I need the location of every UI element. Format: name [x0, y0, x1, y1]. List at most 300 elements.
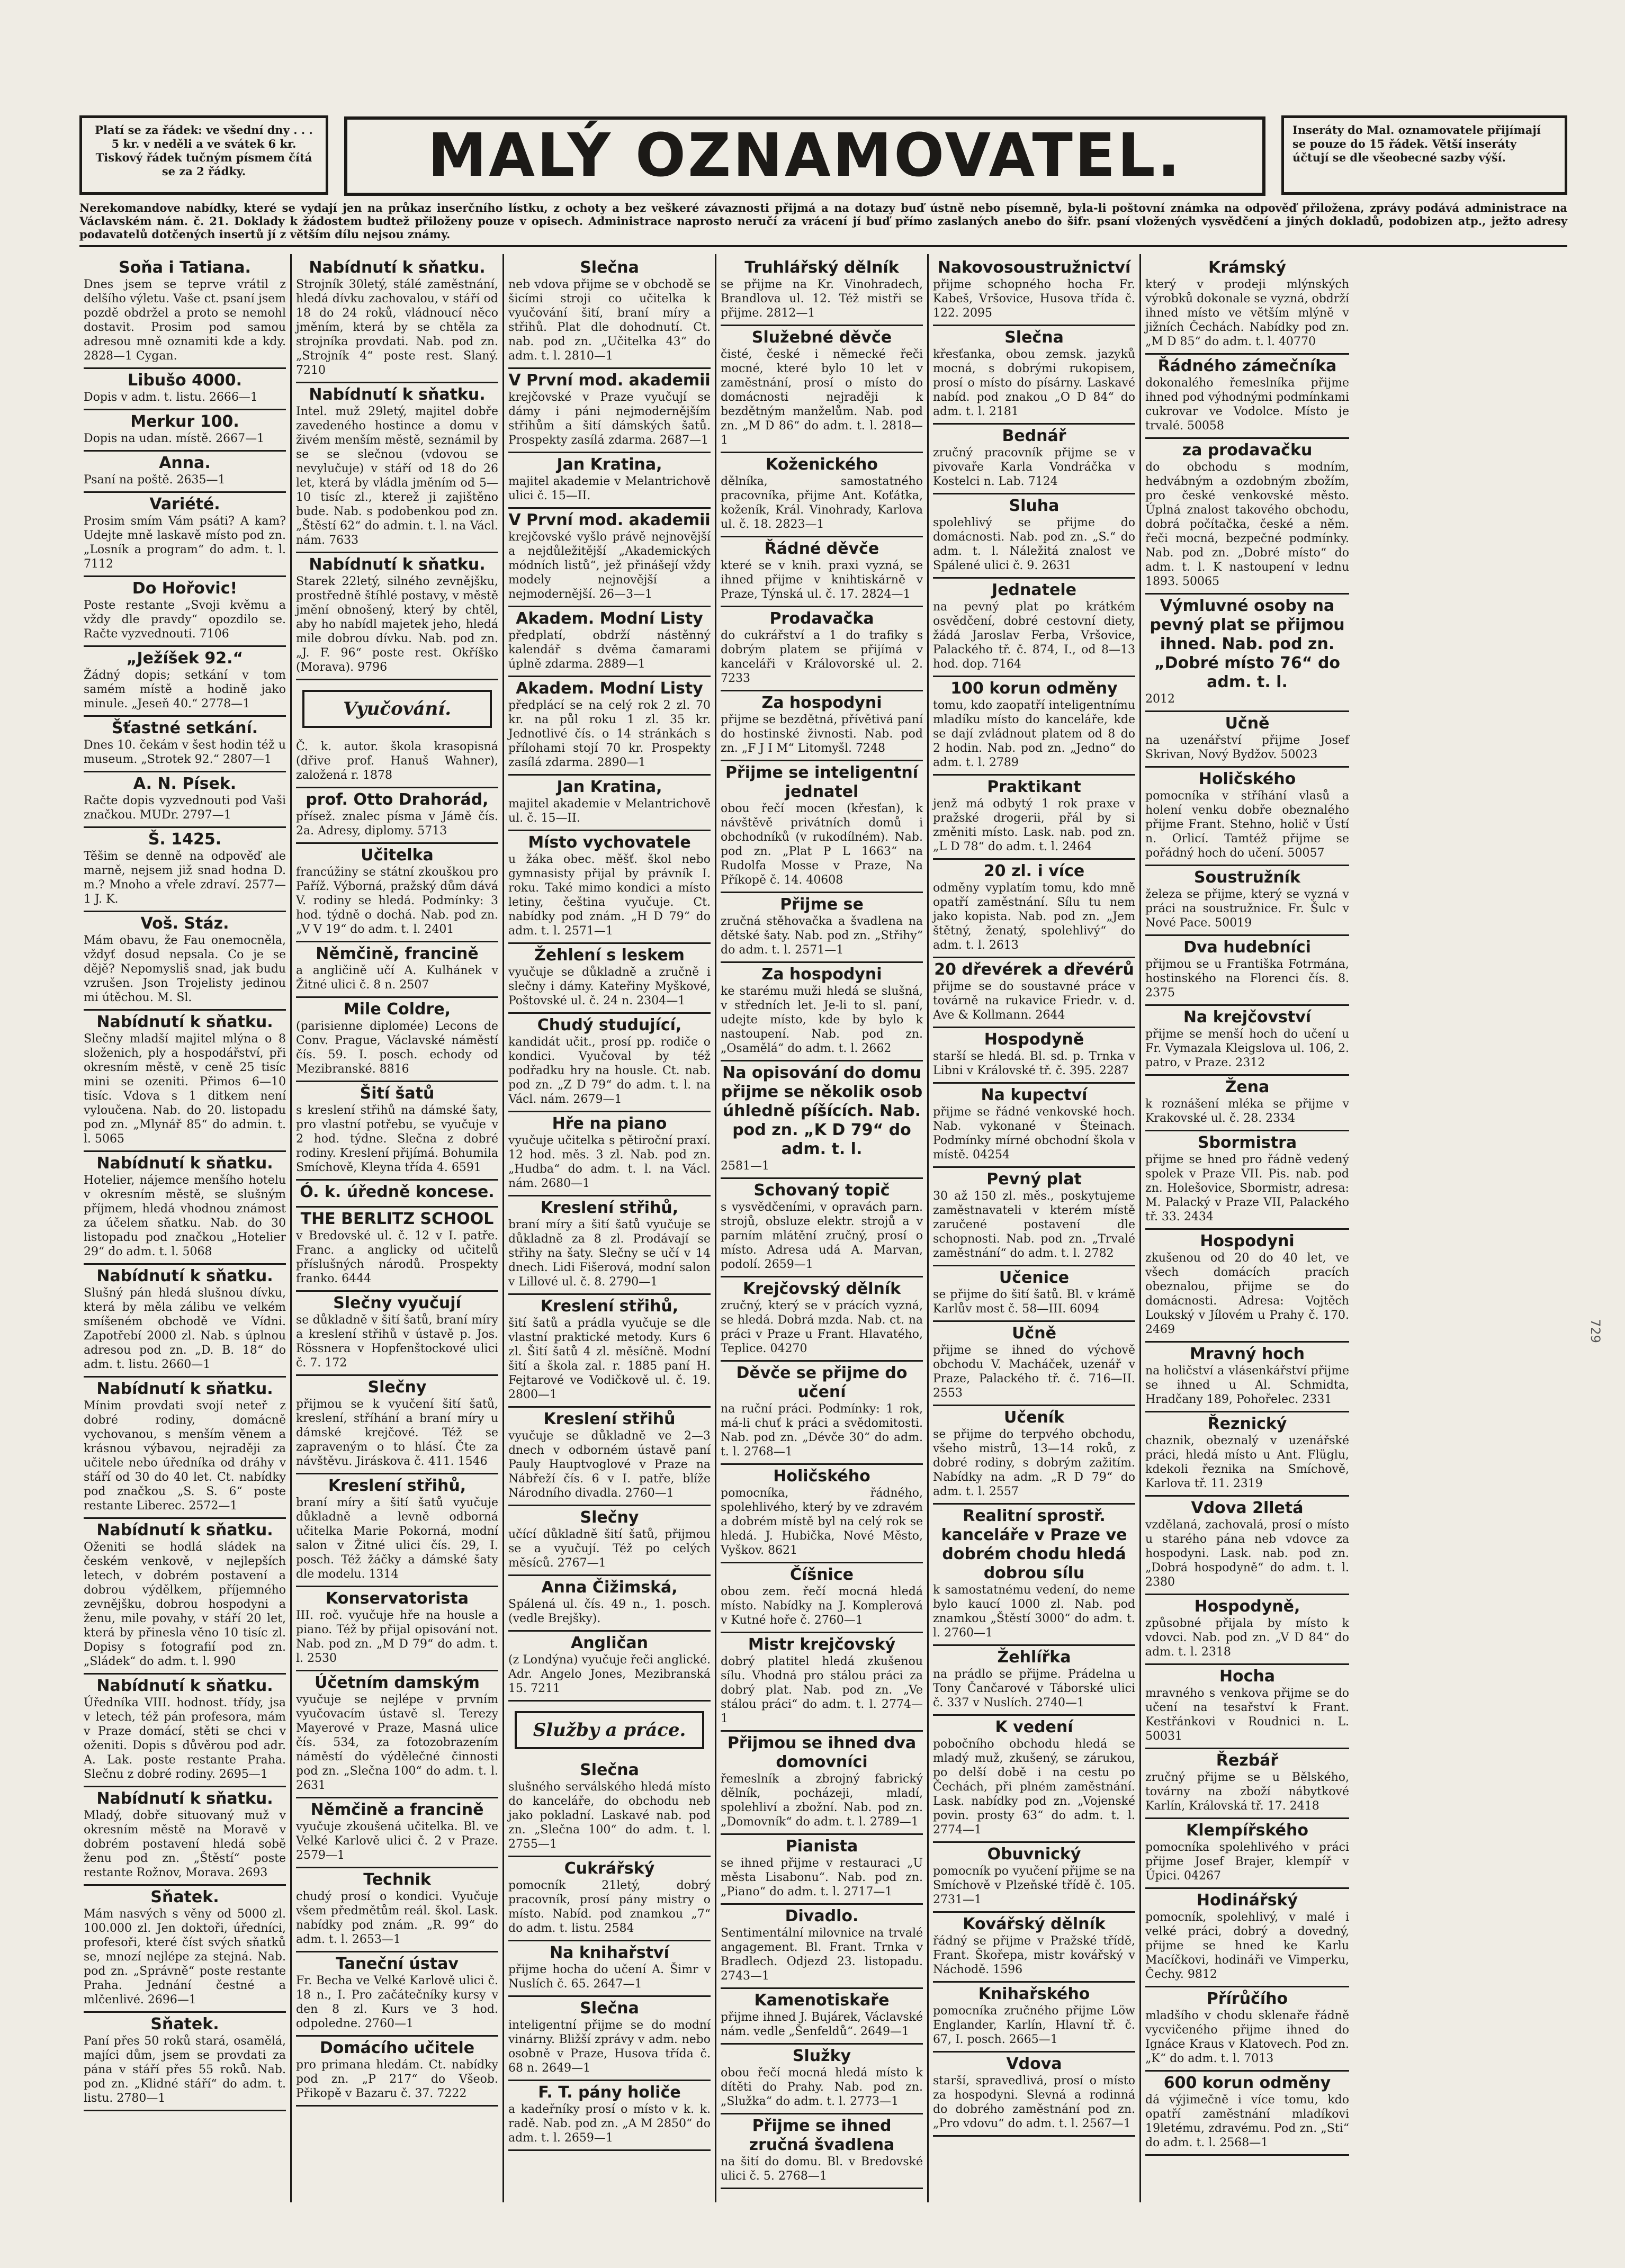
ad-heading: Akadem. Modní Listy [516, 679, 703, 698]
ad-heading: Nabídnutí k sňatku. [96, 1267, 273, 1285]
classified-ad [508, 776, 711, 831]
classified-ad [721, 453, 923, 537]
ad-heading: Realitní sprostř. kanceláře v Praze ve dobrém chodu hledá dobrou sílu [941, 1507, 1127, 1582]
ad-body: Poste restante „Svoji kvěmu a vždy dle pravdy“ opozdilo se. Račte vyzvednouti. 7106 [84, 599, 286, 641]
classified-ad [933, 1913, 1135, 1983]
ad-heading: Vdova [1006, 2055, 1062, 2073]
classified-ad [84, 912, 286, 1011]
ad-heading: Klempířského [1186, 1821, 1308, 1840]
classified-ad [508, 1408, 711, 1506]
column-5 [929, 254, 1141, 2202]
ad-heading: Děvče se přijme do učení [736, 1364, 908, 1401]
ad-heading: Nabídnutí k sňatku. [96, 1677, 273, 1695]
ad-body: zkušenou od 20 do 40 let, ve všech domácích pracích obeznalou, přijme se do domácnosti. Adresa: Vojtěch Loukský v Jílovém u Prahy č. 170. 2469 [1145, 1252, 1349, 1336]
ad-heading: Kreslení střihů, [540, 1297, 679, 1316]
classified-ad [721, 1362, 923, 1465]
ad-heading: Technik [363, 1870, 431, 1889]
classified-ad [933, 2053, 1135, 2137]
ad-heading: Krámský [1208, 258, 1286, 277]
classified-ad [508, 1295, 711, 1408]
ad-heading: Nabídnutí k sňatku. [96, 1154, 273, 1173]
classified-ad [508, 607, 711, 677]
ad-heading: THE BERLITZ SCHOOL [300, 1210, 494, 1228]
ad-body: zručný přijme se u Bělského, továrny na zboží nábytkové Karlín, Královská tř. 17. 2418 [1145, 1771, 1349, 1813]
ad-body: majitel akademie v Melantrichově ul. č. 15—II. [508, 797, 711, 825]
ad-heading: Slečna [1004, 328, 1064, 347]
classified-ad [933, 425, 1135, 494]
ad-heading: 20 zl. i více [983, 862, 1085, 880]
ad-heading: Slečna [580, 1761, 639, 1779]
ad-body: kandidát učit., prosí pp. rodiče o kondici. Vyučoval by též podřadku hry na housle. Ct. nab. pod zn. „Z D 79“ do adm. t. l. na Václ. nám. 2679—1 [508, 1036, 711, 1106]
ad-body: (parisienne diplomée) Lecons de Conv. Prague, Václavské náměstí čís. 59. I. posch. echody od Mezibranské. 8816 [296, 1020, 498, 1076]
ad-body: Slušný pán hledá slušnou dívku, která by měla zálibu ve velkém smíšeném obchodě ve Vídni. Zapotřebí 2000 zl. Nab. s úplnou adresou pod zn. „D. B. 18“ do adm. t. listu. 2660—1 [84, 1286, 286, 1371]
classified-ad [1145, 1006, 1349, 1076]
classified-ad [508, 2081, 711, 2151]
ad-body: křesťanka, obou zemsk. jazyků mocná, s dobrými rukopisem, prosí o místo do písárny. Laskavé nabíd. pod znakou „O D 84“ do adm. t. l. 2181 [933, 348, 1135, 418]
classified-ad [933, 256, 1135, 326]
ad-body: předplácí se na celý rok 2 zl. 70 kr. na půl roku 1 zl. 35 kr. Jednotlivé čís. o 14 stránkách s přílohami stojí 70 kr. Prospekty zasílá zdarma. 2890—1 [508, 699, 711, 769]
insertion-rules-box: Inseráty do Mal. oznamovatele přijímají se pouze do 15 řádek. Větší inseráty účtují se dle všeobecné sazby výší. [1281, 115, 1567, 195]
ad-body: Dnes jsem se teprve vrátil z delšího výletu. Vaše ct. psaní jsem pozdě obdržel a proto se nemohl dostavit. Prosim pod samou adresou mně oznamiti kde a kdy. 2828—1 Cygan. [84, 278, 286, 363]
ad-heading: „Ježíšek 92.“ [126, 649, 244, 668]
classified-columns [79, 254, 1567, 2202]
ad-body: zručný pracovník přijme se v pivovaře Karla Vondráčka v Kostelci n. Lab. 7124 [933, 446, 1135, 488]
ad-heading: Pianista [785, 1837, 858, 1856]
ad-body: učící důkladně šití šatů, přijmou se a vyučují. Též po celých měsíců. 2767—1 [508, 1528, 711, 1570]
ad-heading: Soustružník [1194, 868, 1300, 887]
classified-ad [84, 1519, 286, 1675]
ad-body: se přijme do šití šatů. Bl. v krámě Karlův most č. 58—III. 6094 [933, 1288, 1135, 1316]
classified-ad [508, 1759, 711, 1857]
classified-ad [1145, 1230, 1349, 1343]
classified-ad [296, 553, 498, 680]
ad-heading: Praktikant [987, 778, 1081, 796]
ad-heading: Slečna [580, 258, 639, 277]
ad-body: u žáka obec. měšť. škol nebo gymnasisty přijal by právník I. roku. Také mimo kondici a místo letiny, čeština vyučuje. Ct. nabídky pod znám. „H D 79“ do adm. t. l. 2571—1 [508, 853, 711, 938]
ad-heading: Řeznický [1207, 1415, 1287, 1433]
classified-ad [508, 1576, 711, 1632]
classified-ad [84, 717, 286, 772]
ad-body: předplatí, obdrží nástěnný kalendář s dvěma čamarami úplně zdarma. 2889—1 [508, 629, 711, 671]
ad-heading: Anna. [159, 454, 211, 472]
ad-body: braní míry a šití šatů vyučuje důkladně a levně odborná učitelka Marie Pokorná, modní salon v Žitné ulici čís. 29, I. posch. Též žáčky a dámské šaty dle modelu. 1314 [296, 1496, 498, 1581]
classified-ad [721, 537, 923, 607]
ad-body: dobrý platitel hledá zkušenou sílu. Vhodná pro stálou práci za dobrý plat. Nab. pod zn. „Ve stálou práci“ do adm. t. l. 2774—1 [721, 1655, 923, 1725]
classified-ad [1145, 1889, 1349, 1987]
ad-heading: Kreslení střihů, [328, 1477, 466, 1495]
ad-heading: Nabídnutí k sňatku. [96, 1789, 273, 1808]
classified-ad [508, 453, 711, 509]
classified-ad [296, 1798, 498, 1868]
ad-body: krejčovské vyšlo právě nejnovější a nejdůležitější „Akademických módních listů“, jež přinášejí vždy modely nejnovější a nejmodernější. 26—3—1 [508, 530, 711, 601]
ad-body: a kadeřníky prosí o místo v k. k. radě. Nab. pod zn. „A M 2850“ do adm. t. l. 2659—1 [508, 2103, 711, 2145]
ad-body: ke starému muži hledá se slušná, v středních let. Je-li to sl. paní, udejte místo, kde by bylo k nastoupení. Nab. pod zn. „Osamělá“ do adm. t. l. 2662 [721, 985, 923, 1055]
ad-body: vyučuje zkoušená učitelka. Bl. ve Velké Karlově ulici č. 2 v Praze. 2579—1 [296, 1820, 498, 1862]
ad-body: neb vdova přijme se v obchodě se šicími stroji co učitelka k vyučování šití, braní míry a střihů. Plat dle dohodnutí. Ct. nab. pod zn. „Učitelka 43“ do adm. t. l. 2810—1 [508, 278, 711, 363]
classified-ad [721, 1835, 923, 1905]
ad-heading: Sňatek. [150, 2015, 219, 2033]
ad-heading: Š. 1425. [148, 830, 222, 849]
ad-heading: Žena [1225, 1078, 1270, 1096]
ad-body: Č. k. autor. škola krasopisná (dřive prof. Hanuš Wahner), založená r. 1878 [296, 740, 498, 782]
classified-ad [1145, 595, 1349, 712]
classified-ad [1145, 1412, 1349, 1497]
column-4 [716, 254, 929, 2202]
ad-body: řemeslník a zbrojný fabrický dělník, pocházeji, mladí, spolehliví a zbožní. Nab. pod zn. „Domovník“ do adm. t. l. 2789—1 [721, 1772, 923, 1829]
ad-heading: 600 korun odměny [1163, 2074, 1331, 2092]
ad-heading: Sluha [1009, 497, 1060, 515]
ad-body: dělníka, samostatného pracovníka, přijme Ant. Koťátka, koženík, Král. Vinohrady, Karlova ul. č. 18. 2823—1 [721, 475, 923, 531]
ad-heading: Na knihařství [550, 1943, 669, 1962]
classified-ad [721, 963, 923, 1061]
ad-heading: Číšnice [790, 1565, 854, 1584]
ad-body: přijme se bezdětná, přívětivá paní do hostinské živnosti. Nab. pod zn. „F J I M“ Litomyšl. 7248 [721, 713, 923, 755]
ad-body: pomocník po vyučení přijme se na Smíchově v Plzeňské třídě č. 105. 2731—1 [933, 1865, 1135, 1906]
ad-heading: Hodinářský [1196, 1891, 1298, 1910]
classified-ad [508, 509, 711, 607]
classified-ad [1145, 1343, 1349, 1412]
classified-ad [508, 1857, 711, 1941]
classified-ad [508, 1506, 711, 1576]
ad-heading: Místo vychovatele [528, 833, 691, 852]
ad-heading: Vdova 2lletá [1191, 1499, 1304, 1517]
ad-heading: Nabídnutí k sňatku. [309, 555, 486, 574]
ad-body: přijmou se u Františka Fotrmána, hostinského na Florenci čís. 8. 2375 [1145, 958, 1349, 1000]
ad-heading: Mile Coldre, [343, 1000, 451, 1019]
ad-body: způsobné přijala by místo k vdovci. Nab. pod zn. „V D 84“ do adm. t. l. 2318 [1145, 1617, 1349, 1659]
ad-heading: Cukrářský [564, 1859, 655, 1878]
ad-heading: Učně [1225, 714, 1270, 733]
classified-ad [933, 1646, 1135, 1716]
classified-ad [1145, 936, 1349, 1006]
ad-heading: Učeník [1003, 1408, 1065, 1427]
classified-ad [721, 893, 923, 963]
classified-ad [84, 256, 286, 369]
classified-ad [84, 1152, 286, 1265]
classified-ad [84, 647, 286, 717]
masthead [79, 111, 1567, 196]
ad-heading: Chudý studující, [537, 1016, 682, 1034]
classified-ad [721, 256, 923, 326]
page-title: MALÝ OZNAMOVATEL. [344, 116, 1265, 196]
ad-heading: Jan Kratina, [556, 778, 662, 796]
classified-ad [721, 691, 923, 761]
ad-body: s kreslení střihů na dámské šaty, pro vlastní potřebu, se vyučuje v 2 hod. týdne. Slečna z dobré rodiny. Kreslení přijímá. Bohumila Smíchově, Kleyna třída 4. 6591 [296, 1104, 498, 1174]
classified-ad [721, 1465, 923, 1563]
ad-body: železa se přijme, který se vyzná v práci na soustružnice. Fr. Šulc v Nové Pace. 50019 [1145, 888, 1349, 930]
ad-body: Úředníka VIII. hodnost. třídy, jsa v letech, též pán profesora, mám v Praze domácí, stěti se chci v oženiti. Dopis s důvěrou pod adr. A. Lak. poste restante Praha. Slečnu z dobré rodiny. 2695—1 [84, 1696, 286, 1781]
ad-heading: Holičského [773, 1467, 870, 1486]
ad-body: Spálená ul. čís. 49 n., 1. posch. (vedle Brejšky). [508, 1598, 711, 1625]
classified-ad [1145, 866, 1349, 936]
classified-ad [296, 1868, 498, 1952]
ad-body: Sentimentální milovnice na trvalé angagement. Bl. Frant. Trnka v Bradlech. Odjezd 23. listopadu. 2743—1 [721, 1927, 923, 1983]
classified-ad [296, 1208, 498, 1292]
ad-body: francúžiny se státní zkouškou pro Paříž. Výborná, pražský dům dává V. rodiny se hledá. Podmínky: 3 hod. týdně o dochá. Nab. pod zn. „V V 19“ do adm. t. l. 2401 [296, 866, 498, 936]
classified-ad [296, 844, 498, 942]
classified-ad [933, 1716, 1135, 1843]
ad-body: pro primana hledám. Ct. nabídky pod zn. „P 217“ do Všeob. Přikopě v Bazaru č. 37. 7222 [296, 2058, 498, 2100]
classified-ad [1145, 439, 1349, 595]
ad-body: inteligentní přijme se do modní vinárny. Bližší zprávy v adm. nebo osobně v Praze, Husova třída č. 68 n. 2649—1 [508, 2019, 711, 2075]
classified-ad [296, 1671, 498, 1798]
classified-ad [1145, 1819, 1349, 1889]
ad-body: vyučuje se důkladně ve 2—3 dnech v odborném ústavě paní Pauly Hauptvoglové v Praze na Nábřeží čís. 6 v I. patře, blíže Národního divadla. 2760—1 [508, 1429, 711, 1500]
ad-heading: Slečna [580, 1999, 639, 2018]
ad-heading: V První mod. akademii [508, 511, 711, 529]
ad-body: mladšího v chodu sklenaře řádně vycvičeného přijme ihned do Ignáce Kraus v Klatovech. Pod zn. „K“ do adm. t. l. 7013 [1145, 2009, 1349, 2065]
ad-body: jenž má odbytý 1 rok praxe v pražské drogerii, přál by si změniti místo. Lask. nab. pod zn. „L D 78“ do adm. t. l. 2464 [933, 797, 1135, 853]
classified-ad [84, 452, 286, 493]
ad-body: pomocník, spolehlivý, v malé i velké práci, dobrý a dovedný, přijme se hned ke Karlu Macíčkovi, hodináři ve Vimperku, Čechy. 9812 [1145, 1911, 1349, 1981]
classified-ad [721, 1633, 923, 1732]
ad-heading: Nabídnutí k sňatku. [96, 1521, 273, 1540]
classified-ad [1145, 355, 1349, 439]
classified-ad [1145, 1987, 1349, 2072]
ad-heading: Přijmou se ihned dva domovníci [727, 1734, 917, 1771]
classified-ad [933, 579, 1135, 677]
ad-heading: Žehlení s leskem [534, 946, 685, 965]
ad-body: čisté, české i německé řeči mocné, které bylo 10 let v zaměstnání, prosí o místo do domácnosti nejraději k bezdětným manželům. Nab. pod zn. „M D 86“ do adm. t. l. 2818—1 [721, 348, 923, 447]
administration-notice: Nerekomandove nabídky, které se vydají jen na průkaz inserčního lístku, z ochoty a bez veškeré závaznosti přijmá a na dotazy buď ústně nebo písemně, byla-li poštovní známka na odpověď přiložena, zprávy podává administrace na Václavském nám. č. 21. Doklady k žádostem budtež přiloženy pouze v opisech. Administrace naprosto neručí za vrácení jí buď přímo zaslaných anebo do šifr. psaní vložených vysvědčení a jiných dokladů, podobizen atp., ježto adresy podavatelů dotčených insertů jí z větším dílu nejsou známy. [79, 201, 1567, 247]
ad-heading: K vedení [995, 1718, 1073, 1736]
classified-ad [933, 1843, 1135, 1913]
ad-body: 2012 [1145, 692, 1175, 706]
classified-ad [933, 1983, 1135, 2053]
ad-body: obou řečí mocen (křesťan), k návštěvě privátních domů i obchodníků (v rukodílném). Nab. pod zn. „Plat P L 1663“ na Rudolfa Mosse v Praze, Na Příkopě č. 14. 40608 [721, 802, 923, 887]
classified-ad [296, 942, 498, 998]
ad-body: který v prodeji mlýnských výrobků dokonale se vyzná, obdrží ihned místo ve větším mlýně v jižních Čechách. Nabídky pod zn. „M D 85“ do adm. t. l. 40770 [1145, 278, 1350, 348]
ad-heading: Akadem. Modní Listy [516, 609, 703, 628]
section-heading: Služby a práce. [515, 1711, 704, 1749]
ad-heading: Šití šatů [360, 1084, 435, 1103]
ad-body: se přijme na Kr. Vinohradech, Brandlova ul. 12. Též mistři se přijme. 2812—1 [721, 278, 923, 320]
column-6 [1141, 254, 1353, 2202]
ad-body: přijme hocha do učení A. Šimr v Nuslích č. 65. 2647—1 [508, 1963, 711, 1991]
ad-heading: Dva hudebníci [1183, 938, 1311, 957]
classified-ad [296, 1952, 498, 2037]
ad-heading: Hospodyni [1200, 1232, 1295, 1250]
ad-heading: Variété. [149, 495, 220, 514]
classified-ad [933, 1168, 1135, 1266]
classified-ad [721, 761, 923, 893]
ad-body: řádný se přijme v Pražské třídě, Frant. Škořepa, mistr kovářský v Náchodě. 1596 [933, 1934, 1135, 1976]
classified-ad [933, 494, 1135, 579]
ad-body: které se v knih. praxi vyzná, se ihned přijme v knihtiskárně v Praze, Týnská ul. č. 17. 2824—1 [721, 559, 923, 601]
classified-ad [721, 1732, 923, 1835]
ad-body: Mám nasvých s věny od 5000 zl. 100.000 zl. Jen doktoři, úředníci, profesoři, které číst svých sňatků se, mnozí nejlépe za stejná. Nab. pod zn. „Správně“ poste restante Praha. Jednání čestné a mlčenlivé. 2696—1 [84, 1907, 286, 2006]
ad-body: Dopis v adm. t. listu. 2666—1 [84, 391, 258, 404]
ad-heading: Nabídnutí k sňatku. [309, 258, 486, 277]
classified-ad [1145, 1665, 1349, 1749]
ad-heading: Konservatorista [326, 1589, 469, 1608]
ad-heading: Mistr krejčovský [748, 1635, 896, 1654]
ad-body: přijme se ihned do výchově obchodu V. Macháček, uzenář v Praze, Palackého tř. č. 716—II. 2553 [933, 1344, 1135, 1400]
ad-body: slušného serválského hledá místo do kanceláře, do obchodu neb jako pokladní. Laskavé nab. pod zn. „Slečna 100“ do adm. t. l. 2755—1 [508, 1780, 711, 1851]
ad-heading: Koženického [765, 455, 878, 474]
classified-ad [84, 1886, 286, 2013]
ad-body: Paní přes 50 roků stará, osamělá, majíci dům, jsem se provdati za pána v stáří přes 55 roků. Nab. pod zn. „Klidné stáří“ do adm. t. listu. 2780—1 [84, 2035, 286, 2105]
ad-heading: Němčině, francině [316, 944, 479, 963]
ad-body: chudý prosí o kondici. Vyučuje všem předmětům reál. škol. Lask. nabídky pod znám. „R. 99“ do adm. t. l. 2653—1 [296, 1890, 498, 1946]
ad-body: Prosim smím Vám psáti? A kam? Udejte mně laskavě místo pod zn. „Losník a program“ do adm. t. l. 7112 [84, 515, 286, 571]
classified-ad [721, 2045, 923, 2114]
ad-heading: Hocha [1219, 1667, 1276, 1686]
classified-ad [721, 326, 923, 453]
classified-ad [721, 1179, 923, 1277]
classified-ad [933, 326, 1135, 425]
classified-ad [933, 677, 1135, 776]
ad-heading: Divadlo. [785, 1907, 859, 1925]
ad-body: do cukrářství a 1 do trafiky s dobrým platem se přijímá v kanceláři v Královorské ul. 2. 7233 [721, 629, 923, 685]
ad-heading: Přijme se inteligentní jednatel [725, 763, 919, 801]
ad-body: na šití do domu. Bl. v Bredovské ulici č. 5. 2768—1 [721, 2155, 923, 2183]
classified-ad [721, 1061, 923, 1179]
classified-ad [84, 1787, 286, 1886]
classified-ad [84, 772, 286, 828]
classified-ad [933, 958, 1135, 1028]
ad-heading: Učitelka [361, 846, 434, 865]
ad-body: dá výjimečně i více tomu, kdo opatří zaměstnání mladíkovi 19letému, zdravému. Pod zn. „Sti“ do adm. t. l. 2568—1 [1145, 2093, 1349, 2149]
ad-body: vyučuje se nejlépe v prvním vyučovacím ústavě sl. Terezy Mayerové v Praze, Masná ulice čís. 534, za fotozobrazením náměstí do výdělečné činnosti pod zn. „Slečna 100“ do adm. t. l. 2631 [296, 1693, 498, 1792]
ad-body: Psaní na poště. 2635—1 [84, 473, 226, 487]
ad-body: s vysvědčeními, v opravách parn. strojů, obsluze elektr. strojů a v parním mlátění zručný, prosí o místo. Adresa udá A. Marvan, podolí. 2659—1 [721, 1201, 923, 1271]
ad-body: krejčovské v Praze vyučují se dámy i páni nejmodernějším střihům a šití dámských šatů. Prospekty zasílá zdarma. 2687—1 [508, 391, 711, 447]
ad-body: pomocníka, řádného, spolehlivého, který by ve zdravém a dobrém místě byl na celý rok se hledá. J. Hubička, Nové Město, Vyškov. 8621 [721, 1487, 923, 1557]
ad-heading: Prodavačka [769, 609, 874, 628]
ad-body: pomocníka zručného přijme Löw Englander, Karlín, Hlavní tř. č. 67, I. posch. 2665—1 [933, 2004, 1135, 2046]
ad-body: na ruční práci. Podmínky: 1 rok, má-li chuť k práci a svědomitosti. Nab. pod zn. „Dévče 30“ do adm. t. l. 2768—1 [721, 1402, 923, 1459]
ad-body: pomocníka spolehlivého v práci přijme Josef Brajer, klempíř v Úpici. 04267 [1145, 1841, 1349, 1883]
ad-body: přísež. znalec písma v Jámě čís. 2a. Adresy, diplomy. 5713 [296, 810, 498, 838]
classified-ad [296, 1587, 498, 1671]
ad-heading: Účetním damským [315, 1673, 480, 1692]
newspaper-page [79, 111, 1567, 2208]
ad-heading: Anna Čižimská, [541, 1578, 678, 1597]
ad-heading: Nabídnutí k sňatku. [96, 1013, 273, 1031]
ad-body: Mám obavu, že Fau onemocněla, vždyť dosud nepsala. Co je se dějě? Nepomysliš snad, jak budu vzrušen. Json Trojelisty jedinou mi útěchou. M. Sl. [84, 934, 286, 1004]
classified-ad [721, 2114, 923, 2189]
ad-heading: Libušo 4000. [127, 371, 243, 390]
classified-ad [508, 1014, 711, 1112]
ad-body: přijmou se k vyučení šití šatů, kreslení, stříhání a braní míry u dámské krejčové. Též se zapraveným o to hlásí. Čte za návštěvu. Jiráskova č. 411. 1546 [296, 1398, 498, 1468]
ad-heading: Knihařského [978, 1985, 1090, 2003]
ad-body: III. roč. vyučuje hře na housle a piano. Též by přijal opisování not. Nab. pod zn. „M D 79“ do adm. t. l. 2530 [296, 1609, 498, 1665]
classified-ad [508, 1196, 711, 1295]
column-1 [79, 254, 292, 2202]
classified-ad [296, 1474, 498, 1587]
classified-ad [84, 493, 286, 577]
ad-heading: Žehlířka [997, 1648, 1071, 1667]
ad-body: Račte dopis vyzvednouti pod Vaši značkou. MUDr. 2797—1 [84, 794, 286, 822]
classified-ad [933, 1322, 1135, 1406]
ad-heading: Přijme se ihned zručná švadlena [749, 2117, 895, 2154]
ad-heading: Kreslení střihů [543, 1410, 676, 1428]
ad-body: Dopis na udan. místě. 2667—1 [84, 432, 265, 445]
classified-ad [296, 737, 498, 788]
classified-ad [84, 1675, 286, 1787]
classified-ad [84, 1378, 286, 1519]
ad-body: (z Londýna) vyučuje řeči anglické. Adr. Angelo Jones, Mezibranská 15. 7211 [508, 1653, 711, 1695]
ad-heading: Soňa i Tatiana. [119, 258, 251, 277]
classified-ad [84, 1011, 286, 1152]
ad-body: odměny vyplatím tomu, kdo mně opatří zaměstnání. Sílu tu nem jako kopista. Nab. pod zn. „Jem štětný, ženatý, spolehlivý“ do adm. t. l. 2613 [933, 881, 1135, 952]
ad-heading: Kovářský dělník [963, 1915, 1106, 1933]
ad-body: Starek 22letý, silného zevnějšku, prostředně štíhlé postavy, v městě jmění obnošený, který by chtěl, aby ho nabídl majetek jeho, hledá mile dobrou dívku. Nab. pod zn. „J. F. 96“ poste rest. Okříško (Morava). 9796 [296, 575, 498, 674]
classified-ad [933, 1084, 1135, 1168]
ad-body: Hotelier, nájemce menšího hotelu v okresním městě, se slušným příjmem, hledá vhodnou známost za účelem sňatku. Nab. do 30 listopadu pod značkou „Hotelier 29“ do adm. t. l. 5068 [84, 1174, 286, 1258]
ad-heading: Ó. k. úředně koncese. [300, 1183, 495, 1201]
ad-heading: Mravný hoch [1190, 1345, 1305, 1363]
column-2 [292, 254, 504, 2202]
classified-ad [296, 1376, 498, 1474]
ad-heading: 20 dřevérek a dřevérů [934, 960, 1134, 979]
classified-ad [84, 369, 286, 410]
classified-ad [84, 828, 286, 912]
ad-heading: prof. Otto Drahorád, [306, 790, 489, 809]
classified-ad [508, 677, 711, 776]
ad-body: obou řečí mocná hledá místo k dítěti do Prahy. Nab. pod zn. „Služka“ do adm. t. l. 2773—1 [721, 2066, 923, 2108]
ad-heading: Schovaný topič [753, 1181, 890, 1200]
classified-ad [84, 577, 286, 647]
ad-body: přijme se hned pro řádně vedený spolek v Praze VII. Pis. nab. pod zn. Holešovice, Sbormistr, adresa: M. Palacký v Praze VII, Palackého tř. 33. 2434 [1145, 1153, 1349, 1223]
classified-ad [296, 1292, 498, 1376]
ad-body: zručný, který se v prácích vyzná, se hledá. Dobrá mzda. Nab. ct. na práci v Praze u Frant. Hlavatého, Teplice. 04270 [721, 1299, 923, 1355]
classified-ad [508, 1941, 711, 1997]
ad-body: Dnes 10. čekám v šest hodin též u museum. „Strotek 92.“ 2807—1 [84, 739, 286, 766]
classified-ad [296, 998, 498, 1082]
classified-ad [508, 369, 711, 453]
classified-ad [721, 1277, 923, 1362]
ad-heading: Pevný plat [986, 1170, 1082, 1189]
classified-ad [296, 2037, 498, 2107]
ad-heading: Taneční ústav [336, 1955, 459, 1973]
ad-body: se přijme do terpvého obchodu, všeho mistrů, 13—14 roků, z dobré rodiny, s dobrým zažitím. Nabídky na adm. „R D 79“ do adm. t. l. 2557 [933, 1428, 1135, 1498]
ad-heading: Za hospodyni [761, 694, 882, 712]
ad-body: vzdělaná, zachovalá, prosí o místo u starého pána neb vdovce za hospodyni. Lask. nab. pod zn. „Dobrá hospodyně“ do adm. t. l. 2380 [1145, 1518, 1349, 1589]
ad-heading: Hospodyně [984, 1030, 1084, 1049]
classified-ad [721, 607, 923, 691]
ad-heading: Jan Kratina, [556, 455, 662, 474]
ad-body: na pevný plat po krátkém osvědčení, dobré cestovní diety, žádá Jaroslav Ferba, Vršovice, Palackého tř. č. 874, I., od 8—13 hod. dop. 7164 [933, 600, 1135, 671]
classified-ad [933, 776, 1135, 860]
ad-heading: Přírůčího [1206, 1990, 1288, 2008]
classified-ad [1145, 256, 1349, 355]
ad-heading: F. T. pány holiče [538, 2083, 681, 2102]
ad-heading: Řezbář [1216, 1751, 1279, 1770]
ad-body: na prádlo se přijme. Prádelna u Tony Čančarové v Táborské ulici č. 337 v Nuslích. 2740—1 [933, 1668, 1135, 1709]
classified-ad [1145, 768, 1349, 866]
ad-body: se důkladně v šití šatů, braní míry a kreslení střihů v ústavě p. Jos. Rössnera v Hopfenštockové ulici č. 7. 172 [296, 1313, 498, 1370]
ad-body: přijme se do soustavné práce v továrně na rukavice Friedr. v. d. Ave & Kollmann. 2644 [933, 980, 1135, 1022]
classified-ad [1145, 1497, 1349, 1595]
classified-ad [508, 1997, 711, 2081]
ad-body: starší se hledá. Bl. sd. p. Trnka v Libni v Královské tř. č. 395. 2287 [933, 1050, 1135, 1077]
classified-ad [508, 1632, 711, 1702]
ad-body: dokonalého řemeslníka přijme ihned pod výhodnými podmínkami cukrovar ve Vodolce. Místo je trvalé. 50058 [1145, 376, 1349, 433]
ad-body: Intel. muž 29letý, majitel dobře zavedeného hostince a domu v živém menším městě, seznámil by se se slečnou (vdovou se nevylučuje) v stáří od 18 do 26 let, která by vládla jměním od 5—10 tisíc zl., kterež ji zajištěno bude. Nab. s podobenkou pod zn. „Štěstí 62“ do admin. t. l. na Václ. nám. 7633 [296, 405, 498, 547]
section-heading: Vyučování. [302, 690, 492, 728]
ad-body: vyučuje učitelka s pětiroční praxí. 12 hod. měs. 3 zl. Nab. pod zn. „Hudba“ do adm. t. l. na Václ. nám. 2680—1 [508, 1134, 711, 1190]
ad-body: přijme ihned J. Bujárek, Václavské nám. vedle „Šenfeldů“. 2649—1 [721, 2011, 923, 2038]
ad-heading: Do Hořovic! [132, 579, 238, 598]
ad-heading: Za hospodyni [761, 965, 882, 984]
classified-ad [84, 1265, 286, 1378]
column-3 [504, 254, 716, 2202]
classified-ad [508, 831, 711, 944]
ad-body: Mínim provdati svojí neteř z dobré rodiny, domácně vychovanou, s menším věnem a krásnou výbavou, nejraději za učitele nebo úředníka od dráhy v stáří od 30 do 40 let. Ct. nabídky pod značkou „S. S. 6“ poste restante Liberec. 2572—1 [84, 1399, 286, 1513]
classified-ad [933, 1505, 1135, 1646]
